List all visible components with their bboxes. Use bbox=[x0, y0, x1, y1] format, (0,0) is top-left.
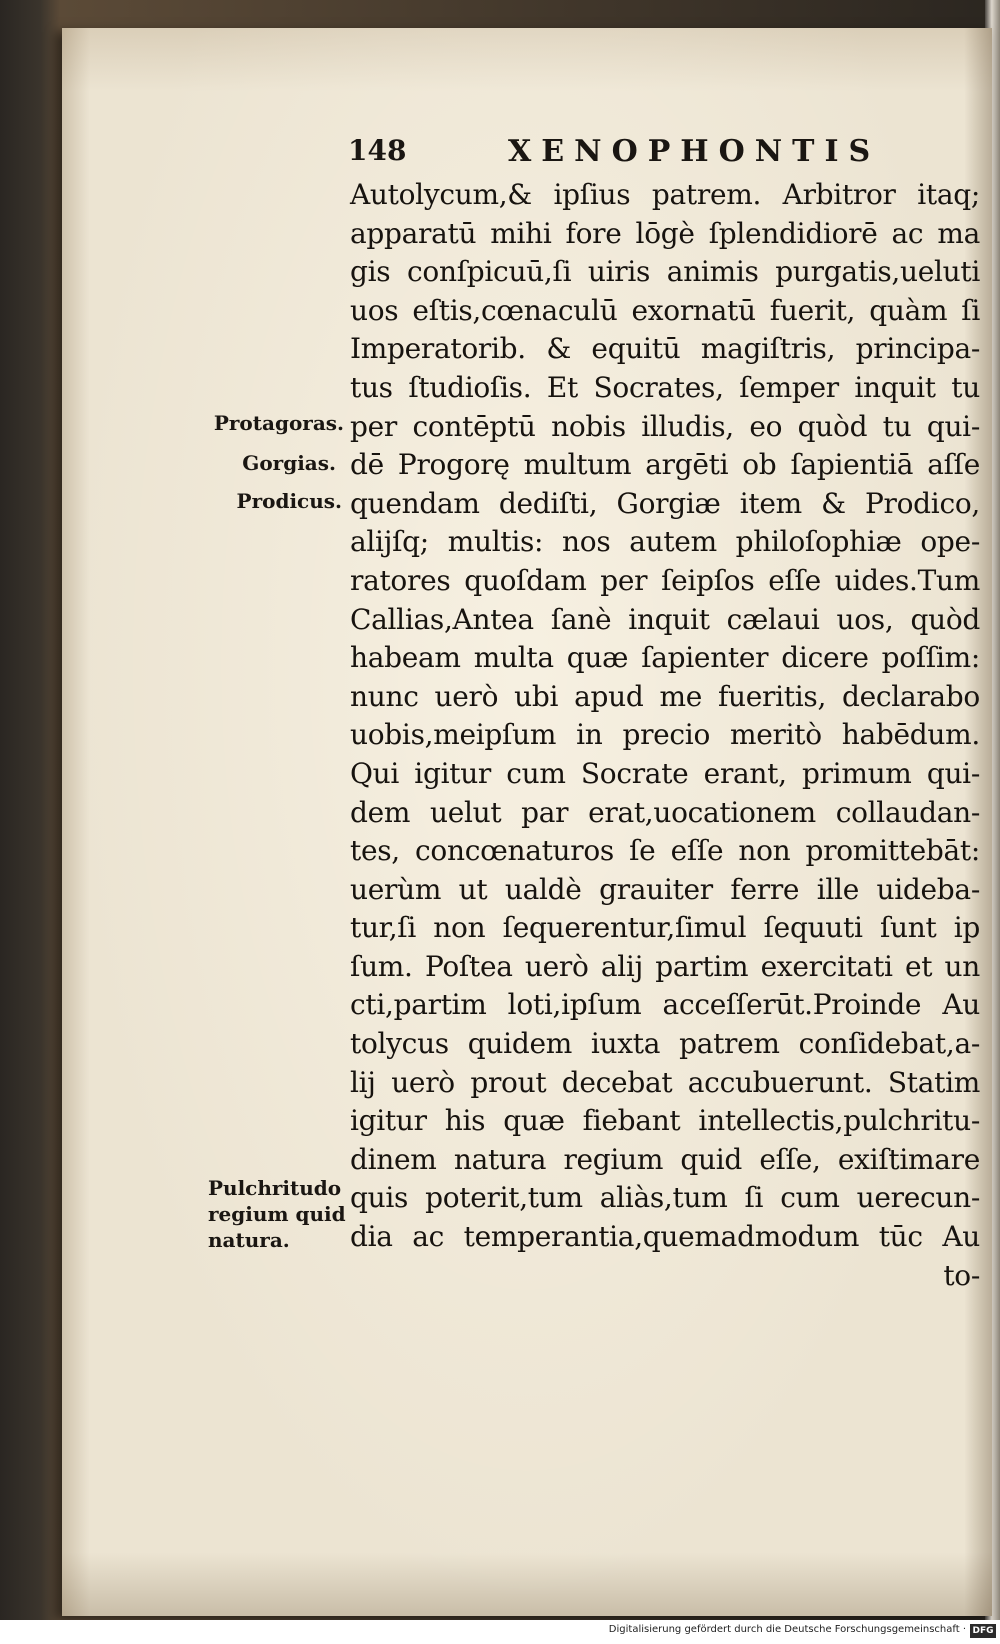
text-line: habeam multa quæ ſapienter dicere poſſim: bbox=[350, 641, 980, 675]
dfg-logo: DFG bbox=[970, 1624, 996, 1638]
text-line: tur,ſi non ſequerentur,ſimul ſequuti ſunt ip bbox=[350, 911, 980, 945]
page-number: 148 bbox=[348, 134, 407, 167]
text-line: Autolycum,& ipſius patrem. Arbitror itaq; bbox=[350, 178, 980, 211]
text-line: uobis,meipſum in precio meritò habēdum. bbox=[350, 718, 980, 752]
text-line: quendam dediſti, Gorgiæ item & Prodico, bbox=[350, 486, 980, 520]
text-line: per contēptū nobis illudis, eo quòd tu qui- bbox=[350, 409, 980, 443]
text-line: cti,partim loti,ipſum acceſſerūt.Proinde Au bbox=[350, 988, 980, 1022]
text-line: dinem natura regium quid eſſe, exiſtimare bbox=[350, 1142, 980, 1176]
text-line: quis poterit,tum aliàs,tum ſi cum uerecun- bbox=[350, 1181, 980, 1215]
margin-note-protagoras: Protagoras. bbox=[213, 411, 344, 435]
text-line: uos eſtis,cœnaculū exornatū fuerit, quàm ſi bbox=[350, 293, 980, 327]
digitization-footer bbox=[0, 1620, 1000, 1644]
text-line: nunc uerò ubi apud me fueritis, declarabo bbox=[350, 679, 980, 713]
margin-note-line: natura. bbox=[208, 1228, 290, 1252]
catchword: to- bbox=[943, 1258, 980, 1292]
body-text bbox=[350, 176, 980, 1295]
margin-note-line: regium quid bbox=[208, 1202, 346, 1226]
text-line: lij uerò prout decebat accubuerunt. Statim bbox=[350, 1065, 980, 1099]
text-line: igitur his quæ fiebant intellectis,pulchritu- bbox=[350, 1104, 980, 1138]
text-line: dem uelut par erat,uocationem collaudan- bbox=[350, 795, 980, 829]
margin-note-pulchritudo bbox=[208, 1175, 358, 1253]
text-line: gis conſpicuū,ſi uiris animis purgatis,ueluti bbox=[350, 255, 980, 289]
text-line: tus ſtudioſis. Et Socrates, ſemper inquit tu bbox=[350, 370, 980, 404]
margin-note-prodicus: Prodicus. bbox=[236, 489, 342, 513]
text-line: ratores quoſdam per ſeipſos eſſe uides.Tum bbox=[350, 563, 980, 597]
running-title: XENOPHONTIS bbox=[508, 134, 881, 169]
text-line: Imperatorib. & equitū magiſtris, principa- bbox=[350, 332, 980, 366]
text-line: tolycus quidem iuxta patrem conſidebat,a- bbox=[350, 1027, 980, 1061]
margin-note-line: Pulchritudo bbox=[208, 1176, 342, 1200]
text-line: dē Progorę multum argēti ob ſapientiā aſſe bbox=[350, 448, 980, 482]
text-line: alijſq; multis: nos autem philoſophiæ ope- bbox=[350, 525, 980, 559]
text-line: Qui igitur cum Socrate erant, primum qui- bbox=[350, 756, 980, 790]
text-line: Callias,Antea ſanè inquit cælaui uos, quòd bbox=[350, 602, 980, 636]
running-head bbox=[348, 134, 881, 174]
text-line: ſum. Poſtea uerò alij partim exercitati et un bbox=[350, 949, 980, 983]
text-line: apparatū mihi fore lōgè ſplendidiorē ac ma bbox=[350, 216, 980, 250]
text-line: tes, concœnaturos ſe eſſe non promittebāt: bbox=[350, 834, 980, 868]
footer-credit: Digitalisierung gefördert durch die Deutsche Forschungsgemeinschaft · bbox=[608, 1624, 966, 1635]
margin-note-gorgias: Gorgias. bbox=[242, 451, 336, 475]
text-line: dia ac temperantia,quemadmodum tūc Au bbox=[350, 1220, 980, 1254]
text-line: uerùm ut ualdè grauiter ferre ille uideba- bbox=[350, 872, 980, 906]
